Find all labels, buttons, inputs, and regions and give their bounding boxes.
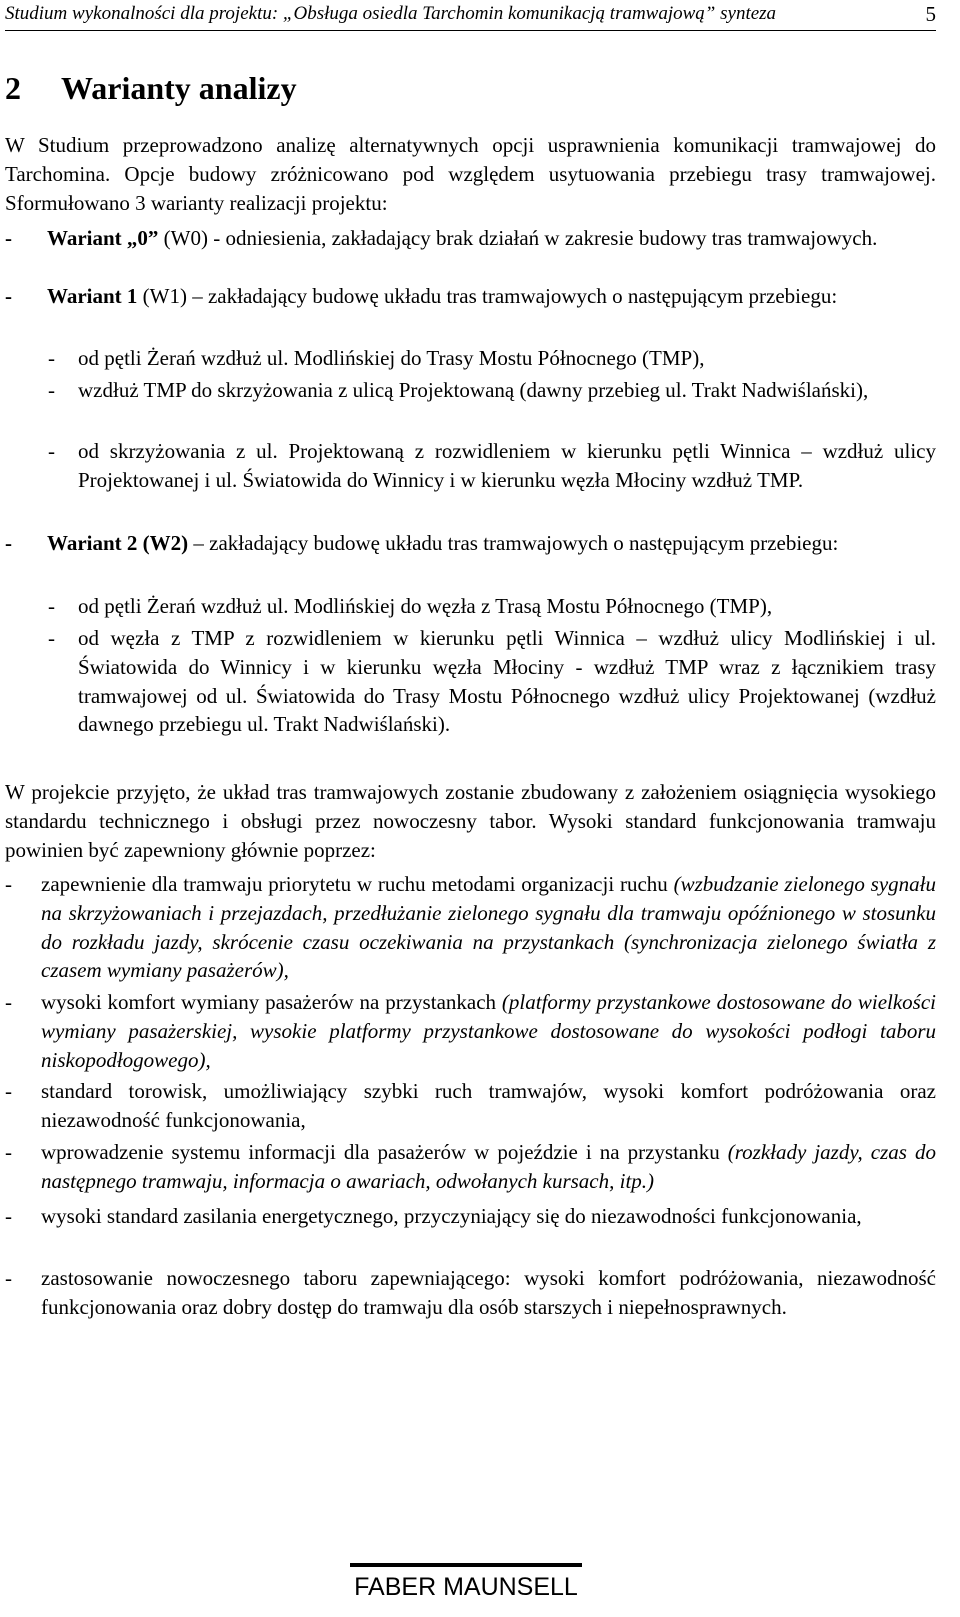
requirement-item: - wprowadzenie systemu informacji dla pasażerów w pojeździe i na przystanku (rozkłady jazdy, czas do następnego tramwaju, informacja o awariach, odwołanych kursach, itp.) — [5, 1140, 936, 1193]
variant-name: Wariant 1 — [47, 284, 138, 308]
route-text: od pętli Żerań wzdłuż ul. Modlińskiej do Trasy Mostu Północnego (TMP), — [78, 346, 705, 370]
requirement-text: standard torowisk, umożliwiający szybki ruch tramwajów, wysoki komfort podróżowania oraz niezawodność funkcjonowania, — [41, 1079, 936, 1132]
requirement-text: wysoki komfort wymiany pasażerów na przystankach — [41, 990, 502, 1014]
variant-1-route-item: - wzdłuż TMP do skrzyżowania z ulicą Projektowaną (dawny przebieg ul. Trakt Nadwiślański), — [48, 378, 869, 402]
section-title: Warianty analizy — [61, 70, 297, 106]
route-text: od skrzyżowania z ul. Projektowaną z rozwidleniem w kierunku pętli Winnica – wzdłuż ulicy Projektowanej i ul. Światowida do Winnicy i w kierunku węzła Młociny wzdłuż TMP. — [78, 439, 936, 492]
requirement-item: - zastosowanie nowoczesnego taboru zapewniającego: wysoki komfort podróżowania, niezawodność funkcjonowania oraz dobry dostęp do tramwaju dla osób starszych i niepełnosprawnych. — [5, 1266, 936, 1319]
variant-description: (W1) – zakładający budowę układu tras tramwajowych o następującym przebiegu: — [137, 284, 838, 308]
route-text: od pętli Żerań wzdłuż ul. Modlińskiej do węzła z Trasą Mostu Północnego (TMP), — [78, 594, 773, 618]
requirement-text: zapewnienie dla tramwaju priorytetu w ruchu metodami organizacji ruchu — [41, 872, 674, 896]
variant-name: Wariant „0” — [47, 226, 159, 250]
list-dash: - — [5, 226, 12, 250]
page-number: 5 — [925, 2, 936, 26]
requirement-text: zastosowanie nowoczesnego taboru zapewniającego: wysoki komfort podróżowania, niezawodność funkcjonowania oraz dobry dostęp do tramwaju dla osób starszych i niepełnosprawnych. — [41, 1266, 936, 1319]
variant-1-route-item: - od skrzyżowania z ul. Projektowaną z rozwidleniem w kierunku pętli Winnica – wzdłuż ulicy Projektowanej i ul. Światowida do Winnicy i w kierunku węzła Młociny wzdłuż TMP. — [48, 439, 936, 492]
variant-description: – zakładający budowę układu tras tramwajowych o następującym przebiegu: — [188, 531, 839, 555]
footer-logo: FABER MAUNSELL — [350, 1570, 582, 1604]
requirement-note: (wzbudzanie zielonego sygnału na skrzyżowaniach i przejazdach, przedłużanie zielonego sygnału dla tramwaju opóźnionego w stosunku do rozkładu jazdy, skrócenie czasu oczekiwania na przystankach (synchronizacja zielonego światła z czasem wymiany pasażerów), — [41, 872, 937, 983]
section-heading — [5, 66, 297, 110]
variant-2-route-item: - od pętli Żerań wzdłuż ul. Modlińskiej do węzła z Trasą Mostu Północnego (TMP), — [48, 594, 773, 618]
variant-1 — [5, 282, 936, 311]
running-header — [5, 0, 936, 31]
list-dash: - — [5, 284, 12, 308]
list-dash: - — [5, 531, 12, 555]
body-paragraph: W projekcie przyjęto, że układ tras tramwajowych zostanie zbudowany z założeniem osiągnięcia wysokiego standardu technicznego i obsługi przez nowoczesny tabor. Wysoki standard funkcjonowania tramwaju powinien być zapewniony głównie poprzez: — [5, 780, 936, 862]
route-text: wzdłuż TMP do skrzyżowania z ulicą Projektowaną (dawny przebieg ul. Trakt Nadwiślański), — [78, 378, 869, 402]
requirement-item: - wysoki komfort wymiany pasażerów na przystankach (platformy przystankowe dostosowane do wielkości wymiany pasażerskiej, wysokie platformy przystankowe dostosowane do wysokości podłogi taboru niskopodłogowego), — [5, 990, 936, 1072]
variant-2-route-item: - od węzła z TMP z rozwidleniem w kierunku pętli Winnica – wzdłuż ulicy Modlińskiej i ul. Światowida do Winnicy i w kierunku węzła Młociny - wzdłuż TMP wraz z łącznikiem trasy tramwajowej od ul. Światowida do Trasy Mostu Północnego wzdłuż ulicy Projektowanej (wzdłuż dawnego przebiegu ul. Trakt Nadwiślański). — [48, 626, 936, 737]
intro-paragraph: W Studium przeprowadzono analizę alternatywnych opcji usprawnienia komunikacji tramwajowej do Tarchomina. Opcje budowy zróżnicowano pod względem usytuowania przebiegu trasy tramwajowej. Sformułowano 3 warianty realizacji projektu: — [5, 133, 936, 215]
variant-description: (W0) - odniesienia, zakładający brak działań w zakresie budowy tras tramwajowych. — [158, 226, 878, 250]
requirement-text: wprowadzenie systemu informacji dla pasażerów w pojeździe i na przystanku — [41, 1140, 728, 1164]
header-title: Studium wykonalności dla projektu: „Obsługa osiedla Tarchomin komunikacją tramwajową” synteza — [5, 3, 777, 24]
requirement-note: (platformy przystankowe dostosowane do wielkości wymiany pasażerskiej, wysokie platformy przystankowe dostosowane do wysokości podłogi taboru niskopodłogowego), — [41, 990, 936, 1072]
variant-0 — [5, 224, 936, 253]
requirement-item: - wysoki standard zasilania energetycznego, przyczyniający się do niezawodności funkcjonowania, — [5, 1204, 862, 1228]
variant-name: Wariant 2 (W2) — [47, 531, 189, 555]
requirement-text: wysoki standard zasilania energetycznego, przyczyniający się do niezawodności funkcjonowania, — [41, 1204, 862, 1228]
requirement-item: - standard torowisk, umożliwiający szybki ruch tramwajów, wysoki komfort podróżowania oraz niezawodność funkcjonowania, — [5, 1079, 936, 1132]
variant-2 — [5, 529, 936, 558]
requirement-item: - zapewnienie dla tramwaju priorytetu w ruchu metodami organizacji ruchu (wzbudzanie zielonego sygnału na skrzyżowaniach i przejazdach, przedłużanie zielonego sygnału dla tramwaju opóźnionego w stosunku do rozkładu jazdy, skrócenie czasu oczekiwania na przystankach (synchronizacja zielonego światła z czasem wymiany pasażerów), — [5, 872, 937, 983]
requirement-note: (rozkłady jazdy, czas do następnego tramwaju, informacja o awariach, odwołanych kursach, itp.) — [41, 1140, 936, 1193]
variant-1-route-item: - od pętli Żerań wzdłuż ul. Modlińskiej do Trasy Mostu Północnego (TMP), — [48, 346, 705, 370]
route-text: od węzła z TMP z rozwidleniem w kierunku pętli Winnica – wzdłuż ulicy Modlińskiej i ul. Światowida do Winnicy i w kierunku węzła Młociny - wzdłuż TMP wraz z łącznikiem trasy tramwajowej od ul. Światowida do Trasy Mostu Północnego wzdłuż ulicy Projektowanej (wzdłuż dawnego przebiegu ul. Trakt Nadwiślański). — [78, 626, 936, 737]
section-number: 2 — [5, 70, 21, 106]
